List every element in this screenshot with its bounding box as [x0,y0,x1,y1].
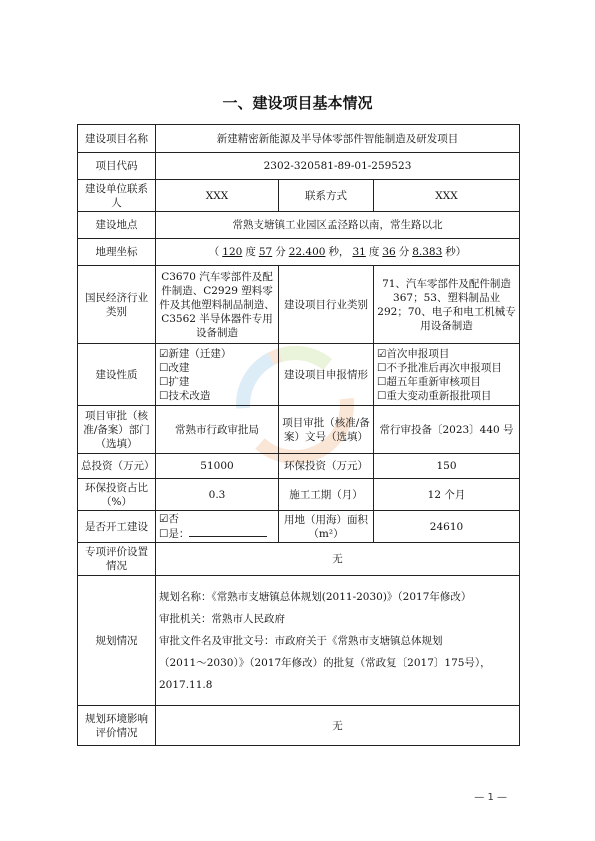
planning-line: 2017.11.8 [159,678,213,691]
label-declaration: 建设项目申报情形 [279,344,374,406]
row-plan-env [78,706,520,746]
planning-line: （2011～2030）》（2017年修改）的批复（常政复〔2017〕175号）， [159,656,491,669]
row-location [78,212,520,239]
value-coords: （ 120 度 57 分 22.400 秒， 31 度 36 分 8.383 秒） [156,239,520,266]
nature-options [156,344,279,406]
value-special-eval: 无 [156,543,520,576]
value-approval-dept: 常熟市行政审批局 [156,406,279,454]
label-planning: 规划情况 [78,576,156,706]
row-ratio [78,479,520,511]
row-approval [78,406,520,454]
row-nature [78,344,520,406]
checkbox-new[interactable]: ☑新建（迁建） [159,347,232,360]
label-project-name: 建设项目名称 [78,125,156,153]
row-special-eval [78,543,520,576]
planning-line: 审批文件名及审批文号：市政府关于《常熟市支塘镇总体规划 [159,634,443,647]
label-started: 是否开工建设 [78,511,156,543]
label-contact: 建设单位联系人 [78,180,156,212]
page-number: — 1 — [474,792,507,803]
value-industry-category: 71、汽车零部件及配件制造 367；53、塑料制品业 292；70、电子和电工机械专用设备制造 [374,266,520,344]
value-project-code: 2302-320581-89-01-259523 [156,153,520,180]
row-project-code [78,153,520,180]
row-planning [78,576,520,706]
value-phone: XXX [374,180,520,212]
started-options [156,511,279,543]
checkbox-first-declaration[interactable]: ☑首次申报项目 [377,347,450,360]
row-industry [78,266,520,344]
checkbox-tech-upgrade[interactable]: ☐技术改造 [159,389,211,402]
label-investment: 总投资（万元） [78,454,156,479]
planning-line: 审批机关：常熟市人民政府 [159,612,285,625]
checkbox-five-year[interactable]: ☐超五年重新审核项目 [377,375,481,388]
value-env-ratio: 0.3 [156,479,279,511]
checkbox-started[interactable]: ☐是： [159,526,275,541]
label-project-code: 项目代码 [78,153,156,180]
project-info-table [77,124,520,746]
label-nature: 建设性质 [78,344,156,406]
row-investment [78,454,520,479]
declaration-options [374,344,520,406]
label-env-ratio: 环保投资占比（%） [78,479,156,511]
checkbox-redeclare[interactable]: ☐不予批准后再次申报项目 [377,361,502,374]
label-special-eval: 专项评价设置情况 [78,543,156,576]
value-location: 常熟支塘镇工业园区孟泾路以南，常生路以北 [156,212,520,239]
page-title: 一、建设项目基本情况 [222,94,373,112]
row-coords [78,239,520,266]
value-investment: 51000 [156,454,279,479]
row-started [78,511,520,543]
value-approval-no: 常行审投备〔2023〕440 号 [374,406,520,454]
value-plan-env: 无 [156,706,520,746]
planning-line: 规划名称：《常熟市支塘镇总体规划(2011-2030)》（2017年修改） [159,590,472,603]
label-location: 建设地点 [78,212,156,239]
checkbox-not-started[interactable]: ☑否 [159,513,179,525]
value-planning [156,576,520,706]
label-construction-period: 施工工期（月） [279,479,374,511]
checkbox-major-change[interactable]: ☐重大变动重新报批项目 [377,389,492,402]
value-industry: C3670 汽车零部件及配件制造、C2929 塑料零件及其他塑料制品制造、C3562 半导体器件专用设备制造 [156,266,279,344]
value-project-name: 新建精密新能源及半导体零部件智能制造及研发项目 [156,125,520,153]
label-env-investment: 环保投资（万元） [279,454,374,479]
checkbox-expand[interactable]: ☐扩建 [159,375,190,388]
value-construction-period: 12 个月 [374,479,520,511]
label-plan-env: 规划环境影响评价情况 [78,706,156,746]
label-industry: 国民经济行业类别 [78,266,156,344]
row-contact [78,180,520,212]
row-project-name [78,125,520,153]
label-phone: 联系方式 [279,180,374,212]
value-land-area: 24610 [374,511,520,543]
value-env-investment: 150 [374,454,520,479]
value-contact: XXX [156,180,279,212]
label-industry-category: 建设项目行业类别 [279,266,374,344]
label-land-area: 用地（用海）面积（m²） [279,511,374,543]
label-coords: 地理坐标 [78,239,156,266]
checkbox-rebuild[interactable]: ☐改建 [159,361,190,374]
label-approval-no: 项目审批（核准/备案）文号（选填） [279,406,374,454]
label-approval-dept: 项目审批（核准/备案）部门（选填） [78,406,156,454]
